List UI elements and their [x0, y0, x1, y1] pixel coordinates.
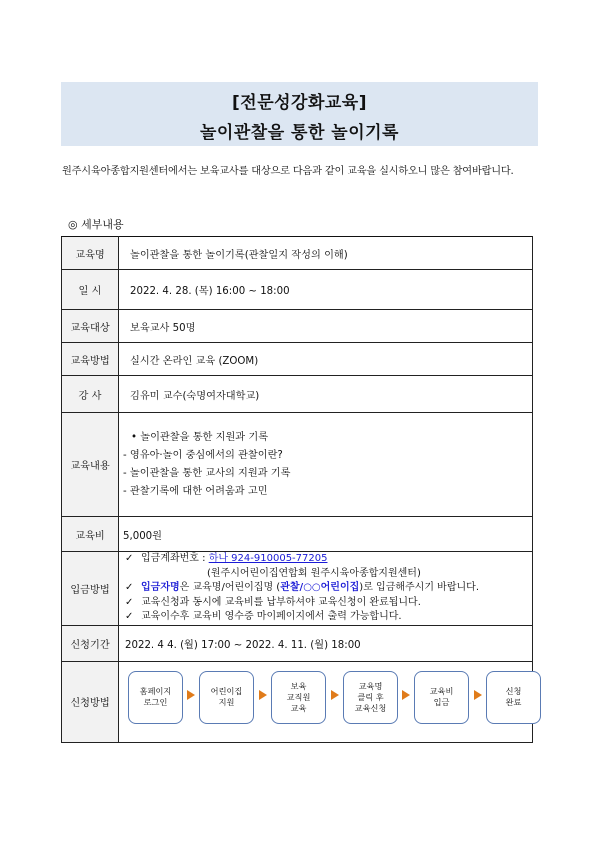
row-period — [62, 625, 533, 661]
depositor-format: 관찰/○○어린이집 — [280, 582, 360, 593]
apply-flow — [119, 662, 532, 742]
flow-step-complete — [486, 671, 541, 724]
depositor-mid: 은 교육명/어린이집명 ( — [179, 582, 281, 593]
step-text: 교직원 — [286, 691, 311, 702]
arrow-right-icon — [259, 690, 267, 700]
row-payment — [62, 552, 533, 626]
step-text: 교육명 — [358, 680, 383, 691]
label-course-name: 교육명 — [62, 237, 119, 270]
step-text: 입금 — [433, 697, 450, 707]
step-text: 클릭 후 — [357, 691, 384, 702]
step-text: 완료 — [505, 697, 522, 707]
payment-note-text: 교육이수후 교육비 영수증 마이페이지에서 출력 가능합니다. — [141, 611, 402, 622]
value-target: 보육교사 50명 — [119, 310, 533, 343]
label-target: 교육대상 — [62, 310, 119, 343]
arrow-right-icon — [187, 690, 195, 700]
content-item: - 관찰기록에 대한 어려움과 고민 — [123, 485, 268, 497]
details-table — [61, 236, 533, 743]
check-icon: ✓ — [125, 582, 134, 593]
step-text: 교육신청 — [354, 702, 387, 713]
row-lecturer — [62, 376, 533, 413]
step-text: 보육 — [290, 680, 307, 691]
label-fee: 교육비 — [62, 517, 119, 552]
intro-text: 원주시육아종합지원센터에서는 보육교사를 대상으로 다음과 같이 교육을 실시하오니 많은 참여바랍니다. — [62, 166, 514, 177]
title-banner — [61, 82, 538, 146]
flow-step-login — [128, 671, 183, 724]
step-text: 신청 — [505, 686, 522, 696]
value-method: 실시간 온라인 교육 (ZOOM) — [119, 343, 533, 376]
payment-note-1 — [125, 596, 532, 611]
step-text: 교육 — [290, 702, 307, 713]
arrow-right-icon — [474, 690, 482, 700]
step-text: 홈페이지 — [139, 686, 172, 696]
label-content: 교육내용 — [62, 413, 119, 517]
label-date: 일 시 — [62, 270, 119, 310]
value-payment — [119, 552, 533, 626]
flow-step-staff-education — [271, 671, 326, 724]
row-apply — [62, 661, 533, 742]
value-fee: 5,000원 — [119, 517, 533, 552]
content-item: • 놀이관찰을 통한 지원과 기록 — [131, 431, 269, 443]
row-method — [62, 343, 533, 376]
label-period: 신청기간 — [62, 625, 119, 661]
row-content — [62, 413, 533, 517]
check-icon: ✓ — [125, 553, 134, 564]
account-holder: (원주시어린이집연합회 원주시육아종합지원센터) — [207, 567, 421, 579]
content-item: - 놀이관찰을 통한 교사의 지원과 기록 — [123, 467, 291, 479]
page-subtitle: 놀이관찰을 통한 놀이기록 — [200, 123, 399, 143]
label-payment: 입금방법 — [62, 552, 119, 626]
value-content — [119, 413, 533, 517]
page-title: [전문성강화교육] — [232, 93, 367, 113]
depositor-label: 입금자명 — [141, 582, 180, 593]
row-target — [62, 310, 533, 343]
step-text: 어린이집 — [210, 686, 243, 696]
payment-note-text: 교육신청과 동시에 교육비를 납부하셔야 교육신청이 완료됩니다. — [141, 596, 421, 608]
value-apply — [119, 661, 533, 742]
account-prefix: 입금계좌번호 : — [141, 553, 209, 564]
section-label: ◎ 세부내용 — [68, 218, 124, 231]
value-date: 2022. 4. 28. (목) 16:00 ~ 18:00 — [119, 270, 533, 310]
value-period: 2022. 4 4. (월) 17:00 ~ 2022. 4. 11. (월) 18:00 — [119, 625, 533, 661]
account-number: 하나 924-910005-77205 — [208, 553, 328, 564]
arrow-right-icon — [331, 690, 339, 700]
arrow-right-icon — [402, 690, 410, 700]
value-lecturer: 김유미 교수(숙명여자대학교) — [119, 376, 533, 413]
step-text: 지원 — [218, 697, 235, 707]
label-apply: 신청방법 — [62, 661, 119, 742]
depositor-end: )로 입금해주시기 바랍니다. — [359, 582, 479, 593]
step-text: 로그인 — [143, 697, 168, 707]
row-fee — [62, 517, 533, 552]
label-lecturer: 강 사 — [62, 376, 119, 413]
payment-account-line — [125, 552, 532, 567]
step-text: 교육비 — [429, 686, 454, 696]
payment-note-2 — [125, 610, 532, 625]
flow-step-daycare — [199, 671, 254, 724]
flow-step-course-apply — [343, 671, 398, 724]
row-course-name — [62, 237, 533, 270]
value-course-name: 놀이관찰을 통한 놀이기록(관찰일지 작성의 이해) — [119, 237, 533, 270]
payment-depositor-line — [125, 581, 532, 596]
row-date — [62, 270, 533, 310]
flow-step-payment — [414, 671, 469, 724]
check-icon: ✓ — [125, 611, 134, 622]
label-method: 교육방법 — [62, 343, 119, 376]
check-icon: ✓ — [125, 596, 134, 608]
content-item: - 영유아·놀이 중심에서의 관찰이란? — [123, 449, 283, 461]
